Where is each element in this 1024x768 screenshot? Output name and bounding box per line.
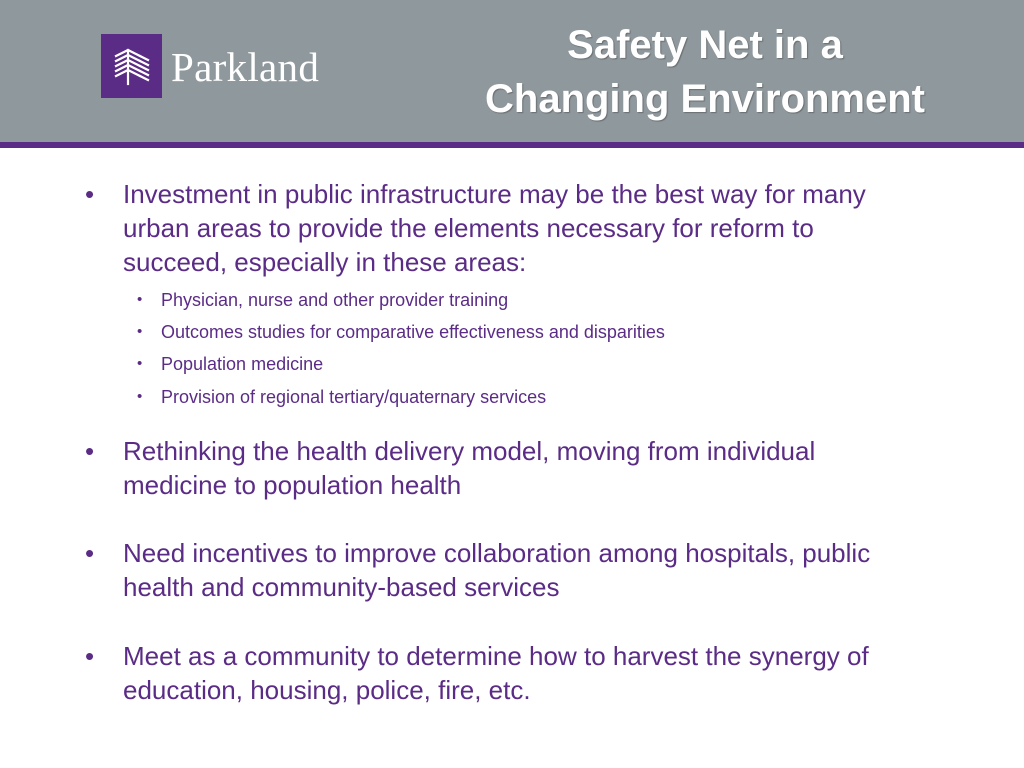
sub-bullet-icon: • [137,323,143,340]
slide-title-line-1: Safety Net in a [567,23,843,67]
slide-title-line-2: Changing Environment [485,77,925,121]
bullet-line: urban areas to provide the elements necessary for reform to [123,213,814,243]
sub-bullet-text: Outcomes studies for comparative effectiveness and disparities [161,322,665,342]
sub-bullet-icon: • [137,355,143,372]
sub-bullet-icon: • [137,388,143,405]
bullet-line: succeed, especially in these areas: [123,247,527,277]
bullet-icon: • [85,436,95,466]
bullet-text [123,639,953,707]
sub-bullet-icon: • [137,291,143,308]
logo-wordmark: Parkland [171,43,320,90]
sub-bullet-text: Population medicine [161,354,324,374]
bullet-text [123,536,953,604]
bullet-line: health and community-based services [123,572,560,602]
bullet-line: Investment in public infrastructure may be the best way for many [123,179,866,209]
bullet-line: education, housing, police, fire, etc. [123,675,531,705]
bullet-line: medicine to population health [123,470,462,500]
bullet-text [123,434,953,502]
sub-bullet-text: Physician, nurse and other provider training [161,290,509,310]
bullet-line: Rethinking the health delivery model, moving from individual [123,436,816,466]
bullet-line: Meet as a community to determine how to harvest the synergy of [123,641,869,671]
bullet-text [123,177,953,279]
bullet-line: Need incentives to improve collaboration among hospitals, public [123,538,871,568]
bullet-icon: • [85,538,95,568]
bullet-icon: • [85,641,95,671]
sub-bullet-text: Provision of regional tertiary/quaternary services [161,387,547,407]
bullet-icon: • [85,179,95,209]
